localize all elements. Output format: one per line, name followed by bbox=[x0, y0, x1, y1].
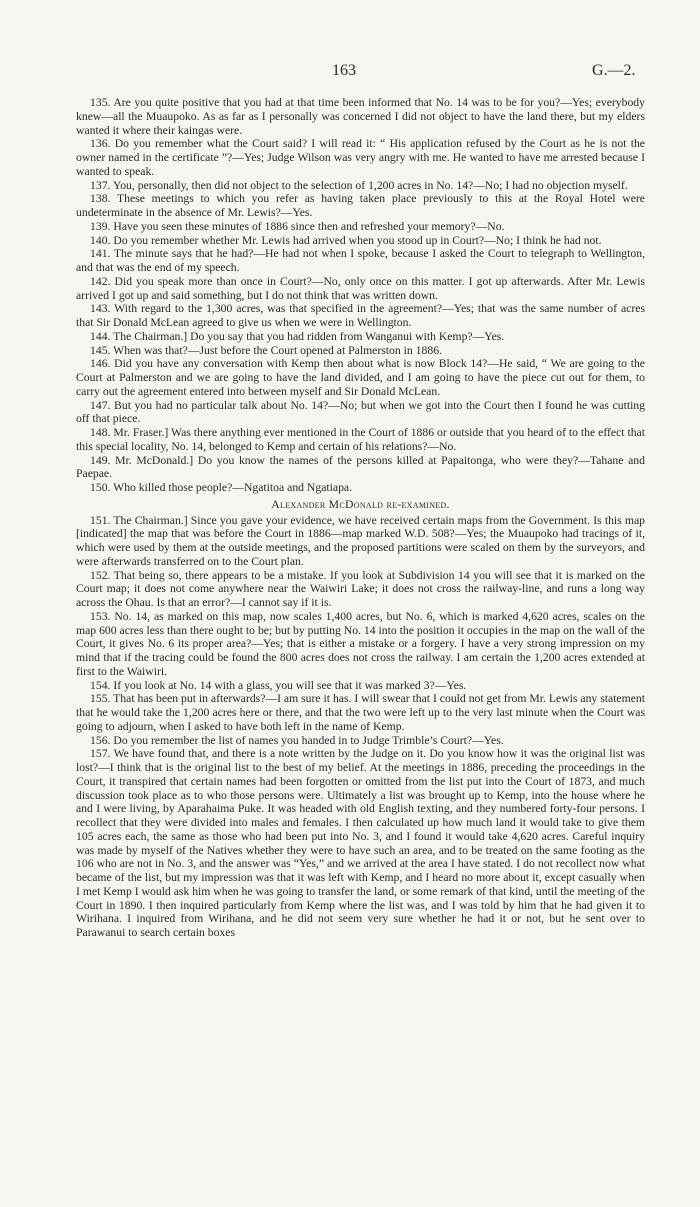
paragraph-146: 146. Did you have any conversation with Kemp then about what is now Block 14?—He said, “ We are going to the Court at Palmerston and we are going to have the land divided, and I am going to have the piece cut out for them, to carry out the agreement entered into between myself and Sir Donald McLean. bbox=[76, 357, 645, 398]
paragraph-151: 151. The Chairman.] Since you gave your evidence, we have received certain maps from the Government. Is this map [indicated] the map that was before the Court in 1886—map marked W.D. 508?—Yes; the Muaupoko had tracings of it, which were used by them at the outside meetings, and the proposed partitions were scaled on them by the surveyors, and were afterwards transferred on to the Court plan. bbox=[76, 513, 645, 568]
paragraph-154: 154. If you look at No. 14 with a glass, you will see that it was marked 3?—Yes. bbox=[90, 678, 467, 692]
paragraph-150: 150. Who killed those people?—Ngatitoa and Ngatiapa. bbox=[90, 481, 353, 494]
paragraph-140: 140. Do you remember whether Mr. Lewis had arrived when you stood up in Court?—No; I think he had not. bbox=[90, 233, 602, 247]
paragraph-155: 155. That has been put in afterwards?—I am sure it has. I will swear that I could not get from Mr. Lewis any statement that he would take the 1,200 acres here or there, and that the two were left up to the very last minute when the Court was going to adjourn, when I asked to have both left in the name of Kemp. bbox=[76, 692, 645, 733]
page-number: 163 bbox=[332, 62, 356, 79]
page-body bbox=[76, 96, 645, 940]
paragraph-138: 138. These meetings to which you refer as having taken place previously to this at the Royal Hotel were undeterminate in the absence of Mr. Lewis?—Yes. bbox=[76, 192, 645, 219]
paragraph-152: 152. That being so, there appears to be a mistake. If you look at Subdivision 14 you will see that it is marked on the Court map; it does not come anywhere near the Waiwiri Lake; it does not cross the railway-line, and runs a long way across the Ohau. Is that an error?—I cannot say if it is. bbox=[76, 568, 645, 609]
paragraph-153: 153. No. 14, as marked on this map, now scales 1,400 acres, but No. 6, which is marked 4,620 acres, scales on the map 600 acres less than there ought to be; but by putting No. 14 into the position it occupies in the map on the wall of the Court, it gives No. 6 its proper area?—Yes; that is either a mistake or a forgery. I have a very strong impression on my mind that if the tracing could be found the 800 acres does not cross the railway. I am certain the 1,200 acres extended at first to the Waiwiri. bbox=[76, 609, 645, 678]
paragraph-156: 156. Do you remember the list of names you handed in to Judge Trimble’s Court?—Yes. bbox=[90, 733, 504, 747]
paragraph-144: 144. The Chairman.] Do you say that you had ridden from Wanganui with Kemp?—Yes. bbox=[90, 329, 505, 343]
paragraph-139: 139. Have you seen these minutes of 1886 since then and refreshed your memory?—No. bbox=[90, 219, 505, 233]
paragraph-149: 149. Mr. McDonald.] Do you know the names of the persons killed at Papaitonga, who were they?—Tahane and Paepae. bbox=[76, 453, 645, 481]
paragraph-135: 135. Are you quite positive that you had at that time been informed that No. 14 was to be for you?—Yes; everybody knew—all the Muaupoko. As as far as I personally was concerned I did not object to have the land there, but my elders wanted it where their kaingas were. bbox=[76, 96, 645, 137]
paragraph-148: 148. Mr. Fraser.] Was there anything ever mentioned in the Court of 1886 or outside that you heard of to the effect that this special locality, No. 14, belonged to Kemp and certain of his relations?—No. bbox=[76, 426, 645, 453]
paragraph-157: 157. We have found that, and there is a note written by the Judge on it. Do you know how it was the original list was lost?—I think that is the original list to the best of my belief. At the meetings in 1886, preceding the proceedings in the Court, it transpired that certain names had been forgotten or omitted from the list put into the Court of 1873, and much discussion took place as to who those persons were. Ultimately a list was brought up to Kemp, into the house where he and I were living, by Aparahaima Puke. It was headed with old English texting, and they numbered forty-four persons. I recollect that they were divided into males and females. I then calculated up how much land it would take to give them 105 acres each, the same as those who had been put into No. 3, and I found it would take 4,620 acres. Careful inquiry was made by myself of the Natives whether they were to have such an area, and to be treated on the same footing as the 106 who are not in No. 3, and the answer was “Yes,” and we arrived at the area I have stated. I do not recollect now what became of the list, but my impression was that it was left with Kemp, and I heard no more about it, except casually when I met Kemp I would ask him when he was going to transfer the land, or some remark of that kind, until the meeting of the Court in 1890. I then inquired particularly from Kemp where the list was, and I was told by him that he had given it to Wirihana. I inquired from Wirihana, and he did not seem very sure whether he had it or not, but he sent over to Parawanui to search certain boxes bbox=[76, 747, 645, 939]
paragraph-145: 145. When was that?—Just before the Court opened at Palmerston in 1886. bbox=[90, 343, 442, 357]
page-header bbox=[0, 62, 700, 84]
paper-reference: G.—2. bbox=[592, 62, 636, 79]
paragraph-137: 137. You, personally, then did not object to the selection of 1,200 acres in No. 14?—No; I had no objection myself. bbox=[90, 178, 628, 192]
paragraph-147: 147. But you had no particular talk about No. 14?—No; but when we got into the Court then I found he was cutting off that piece. bbox=[76, 398, 645, 426]
section-heading: Alexander McDonald re-examined. bbox=[271, 497, 450, 511]
paragraph-142: 142. Did you speak more than once in Court?—No, only once on this matter. I got up afterwards. After Mr. Lewis arrived I got up and said something, but I do not think that was written down. bbox=[76, 274, 645, 302]
paragraph-143: 143. With regard to the 1,300 acres, was that specified in the agreement?—Yes; that was the same number of acres that Sir Donald McLean agreed to give us when we were in Wellington. bbox=[76, 302, 645, 329]
paragraph-141: 141. The minute says that he had?—He had not when I spoke, because I asked the Court to telegraph to Wellington, and that was the end of my speech. bbox=[76, 247, 645, 274]
paragraph-136: 136. Do you remember what the Court said? I will read it: “ His application refused by the Court as he is not the owner named in the certificate ”?—Yes; Judge Wilson was very angry with me. He wanted to have me arrested because I wanted to speak. bbox=[76, 137, 645, 178]
